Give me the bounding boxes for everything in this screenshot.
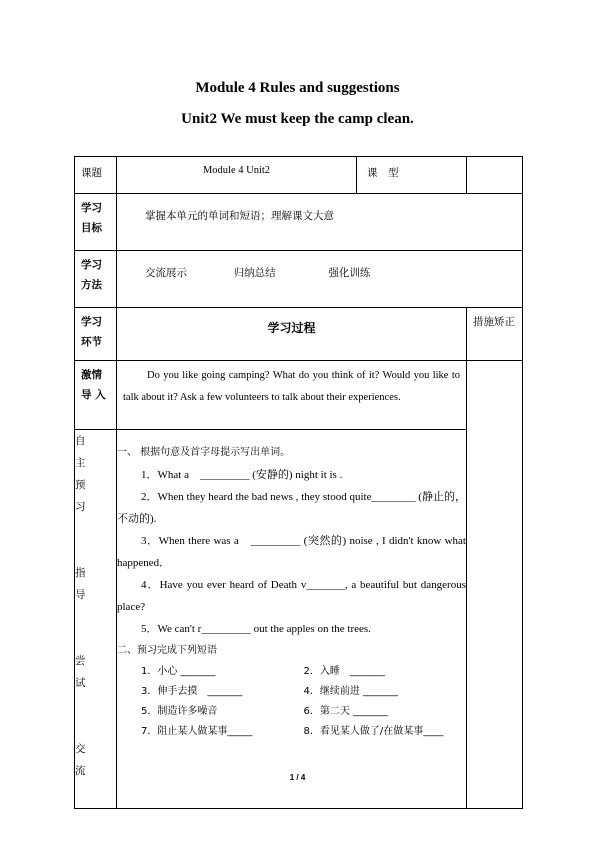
section-1-heading: 一、 根据句意及首字母提示写出单词。 bbox=[117, 447, 291, 458]
process-heading: 学习过程 bbox=[117, 308, 467, 361]
method-2: 归纳总结 bbox=[233, 267, 276, 279]
phrase-row: 7．阻止某人做某事_____ 8．看见某人做了/在做某事____ bbox=[141, 726, 444, 737]
question-4: 4．Have you ever heard of Death v_______, a beautiful but dangerous place? bbox=[117, 579, 466, 613]
topic-label: 课题 bbox=[75, 157, 117, 194]
objective-value: 掌握本单元的单词和短语；理解课文大意 bbox=[117, 194, 523, 251]
preview-content bbox=[117, 430, 467, 809]
phrase-row: 1．小心 _______ 2．入睡 _______ bbox=[141, 666, 385, 677]
method-label: 学习 方法 bbox=[75, 251, 117, 308]
intro-label: 激情 导 入 bbox=[75, 361, 117, 430]
intro-text: Do you like going camping? What do you think of it? Would you like to talk about it? Ask a few volunteers to talk about their experiences. bbox=[117, 361, 467, 430]
correction-label: 措施矫正 bbox=[467, 308, 523, 361]
topic-value: Module 4 Unit2 bbox=[117, 157, 357, 194]
objective-label: 学习 目标 bbox=[75, 194, 117, 251]
objective-row bbox=[75, 194, 523, 251]
preview-row bbox=[75, 430, 523, 809]
phrase-row: 5．制造许多噪音 6．第二天 _______ bbox=[141, 706, 389, 717]
method-3: 强化训练 bbox=[328, 267, 371, 279]
method-row bbox=[75, 251, 523, 308]
preview-side-label: 自 主 预 习 指 导 尝 试 交 流 bbox=[75, 430, 117, 809]
method-value bbox=[117, 251, 523, 308]
page-subtitle: Unit2 We must keep the camp clean. bbox=[181, 111, 414, 127]
lesson-type-value bbox=[467, 157, 523, 194]
phrase-row: 3．伸手去摸 _______ 4．继续前进 _______ bbox=[141, 686, 399, 697]
question-1: 1．What a _________ (安静的) night it is . bbox=[141, 469, 343, 481]
intro-row bbox=[75, 361, 523, 430]
lesson-type-label: 课 型 bbox=[357, 157, 467, 194]
topic-row bbox=[75, 157, 523, 194]
correction-column bbox=[467, 361, 523, 809]
method-1: 交流展示 bbox=[145, 267, 187, 279]
question-5: 5．We can't r_________ out the apples on the trees. bbox=[141, 623, 371, 635]
question-3: 3．When there was a _________ (突然的) noise , I didn't know what happened． bbox=[117, 535, 466, 569]
stage-row bbox=[75, 308, 523, 361]
page-title: Module 4 Rules and suggestions bbox=[195, 80, 400, 96]
page-number: 1 / 4 bbox=[289, 773, 306, 782]
question-2: 2．When they heard the bad news , they stood quite________ (静止的，不动的). bbox=[117, 491, 466, 525]
lesson-table bbox=[74, 156, 523, 809]
section-2-heading: 二、预习完成下列短语 bbox=[117, 645, 217, 656]
stage-label: 学习 环节 bbox=[75, 308, 117, 361]
